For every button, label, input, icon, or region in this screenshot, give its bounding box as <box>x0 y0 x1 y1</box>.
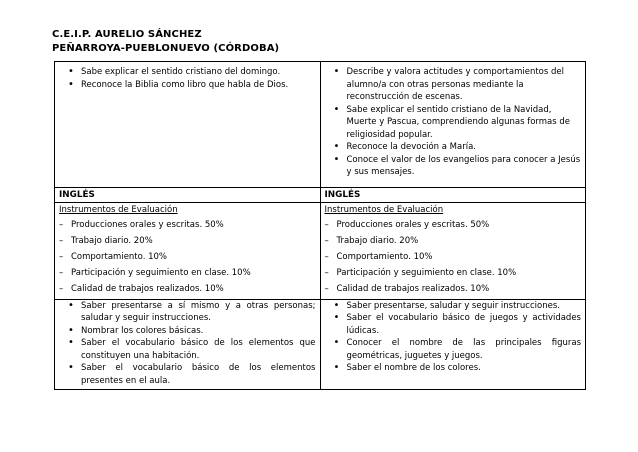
list-item: • Saber el vocabulario básico de juegos y actividades lúdicas. <box>347 312 582 337</box>
list-item: • Conocer el nombre de las principales figuras geométricas, juguetes y juegos. <box>347 337 582 362</box>
list-item: – Comportamiento. 10% <box>325 249 582 265</box>
list-item: • Saber presentarse, saludar y seguir instrucciones. <box>347 300 582 313</box>
instruments-title-left: Instrumentos de Evaluación <box>59 204 178 215</box>
list-item: – Participación y seguimiento en clase. 10% <box>325 265 582 281</box>
english-criteria-row <box>55 299 586 390</box>
list-item: – Trabajo diario. 20% <box>59 233 316 249</box>
list-item: – Trabajo diario. 20% <box>325 233 582 249</box>
list-item: – Comportamiento. 10% <box>59 249 316 265</box>
religion-criteria-row <box>55 62 586 188</box>
instruments-title-right: Instrumentos de Evaluación <box>324 204 444 215</box>
list-item: • Reconoce la Biblia como libro que habla de Dios. <box>81 79 316 92</box>
list-item: • Nombrar los colores básicas. <box>81 325 316 338</box>
school-name: C.E.I.P. AURELIO SÁNCHEZ <box>52 29 202 40</box>
list-item: • Sabe explicar el sentido cristiano de la Navidad, Muerte y Pascua, comprendiendo algunas formas de religiosidad popular. <box>347 104 582 142</box>
religion-left-cell <box>55 62 321 188</box>
list-item: • Sabe explicar el sentido cristiano del domingo. <box>81 66 316 79</box>
list-item: – Producciones orales y escritas. 50% <box>325 217 582 233</box>
subject-left: INGLÉS <box>55 187 321 202</box>
list-item: – Producciones orales y escritas. 50% <box>59 217 316 233</box>
instruments-left-cell <box>55 202 321 299</box>
list-item: • Saber el nombre de los colores. <box>347 362 582 375</box>
school-header <box>52 28 279 56</box>
subject-row <box>55 187 586 202</box>
school-location: PEÑARROYA-PUEBLONUEVO (CÓRDOBA) <box>52 43 280 54</box>
evaluation-table <box>54 61 586 390</box>
list-item: – Calidad de trabajos realizados. 10% <box>59 281 316 297</box>
english-left-cell <box>55 299 321 390</box>
instruments-row <box>55 202 586 299</box>
english-right-cell <box>320 299 586 390</box>
list-item: • Saber el vocabulario básico de los elementos presentes en el aula. <box>81 362 316 387</box>
list-item: – Calidad de trabajos realizados. 10% <box>325 281 582 297</box>
list-item: – Participación y seguimiento en clase. 10% <box>59 265 316 281</box>
list-item: • Describe y valora actitudes y comportamientos del alumno/a con otras personas mediante la reconstrucción de escenas. <box>347 66 582 104</box>
instruments-right-cell <box>320 202 586 299</box>
list-item: • Saber presentarse a sí mismo y a otras personas; saludar y seguir instrucciones. <box>81 300 316 325</box>
list-item: • Saber el vocabulario básico de los elementos que constituyen una habitación. <box>81 337 316 362</box>
list-item: • Conoce el valor de los evangelios para conocer a Jesús y sus mensajes. <box>347 154 582 179</box>
list-item: • Reconoce la devoción a María. <box>347 141 582 154</box>
religion-right-cell <box>320 62 586 188</box>
subject-right: INGLÉS <box>320 187 586 202</box>
